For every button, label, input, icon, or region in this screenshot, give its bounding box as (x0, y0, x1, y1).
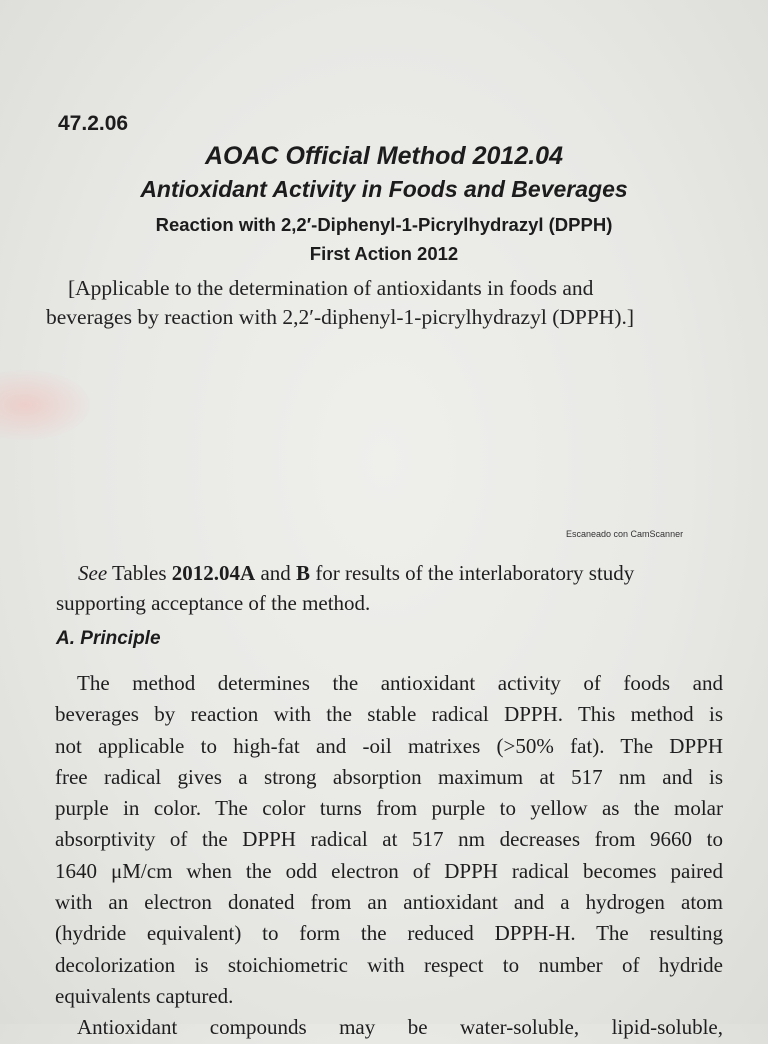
principle-line: 1640 μM/cm when the odd electron of DPPH radical becomes paired (55, 858, 723, 883)
table-b-label: B (296, 561, 311, 585)
see-word: See (78, 561, 108, 585)
action-line: First Action 2012 (309, 243, 459, 264)
applicability-statement (46, 274, 718, 332)
principle-line: Antioxidant compounds may be water-soluble, lipid-soluble, (77, 1015, 723, 1040)
applicability-line-2: beverages by reaction with 2,2′-diphenyl-1-picrylhydrazyl (DPPH).] (46, 305, 635, 329)
principle-line: decolorization is stoichiometric with respect to number of hydride (55, 952, 723, 977)
reaction-line: Reaction with 2,2′-Diphenyl-1-Picrylhydrazyl (DPPH) (155, 214, 613, 235)
principle-line: beverages by reaction with the stable radical DPPH. This method is (55, 702, 723, 727)
principle-line: with an electron donated from an antioxidant and a hydrogen atom (55, 890, 723, 915)
principle-line: free radical gives a strong absorption maximum at 517 nm and is (55, 764, 723, 789)
see-tables-rest: for results of the interlaboratory study supporting acceptance of the method. (56, 561, 635, 615)
principle-line: (hydride equivalent) to form the reduced DPPH-H. The resulting (55, 921, 723, 946)
principle-line: The method determines the antioxidant activity of foods and (77, 671, 723, 695)
method-subtitle: Antioxidant Activity in Foods and Beverages (140, 176, 628, 202)
scanner-watermark: Escaneado con CamScanner (566, 529, 684, 539)
principle-line: absorptivity of the DPPH radical at 517 nm decreases from 9660 to (55, 827, 723, 852)
and-word: and (255, 561, 297, 585)
principle-line: not applicable to high-fat and -oil matrixes (>50% fat). The DPPH (55, 733, 723, 758)
page-smudge (0, 370, 90, 440)
see-tables-paragraph (56, 558, 724, 618)
table-id: 2012.04A (171, 561, 256, 585)
method-title: AOAC Official Method 2012.04 (205, 142, 563, 170)
principle-line: purple in color. The color turns from purple to yellow as the molar (55, 796, 723, 821)
section-number: 47.2.06 (58, 112, 129, 135)
applicability-line-1: [Applicable to the determination of antioxidants in foods and (68, 276, 594, 300)
section-heading-principle: A. Principle (56, 628, 161, 649)
principle-line: equivalents captured. (55, 983, 234, 1008)
tables-word: Tables (107, 561, 172, 585)
principle-paragraph (55, 668, 723, 1044)
